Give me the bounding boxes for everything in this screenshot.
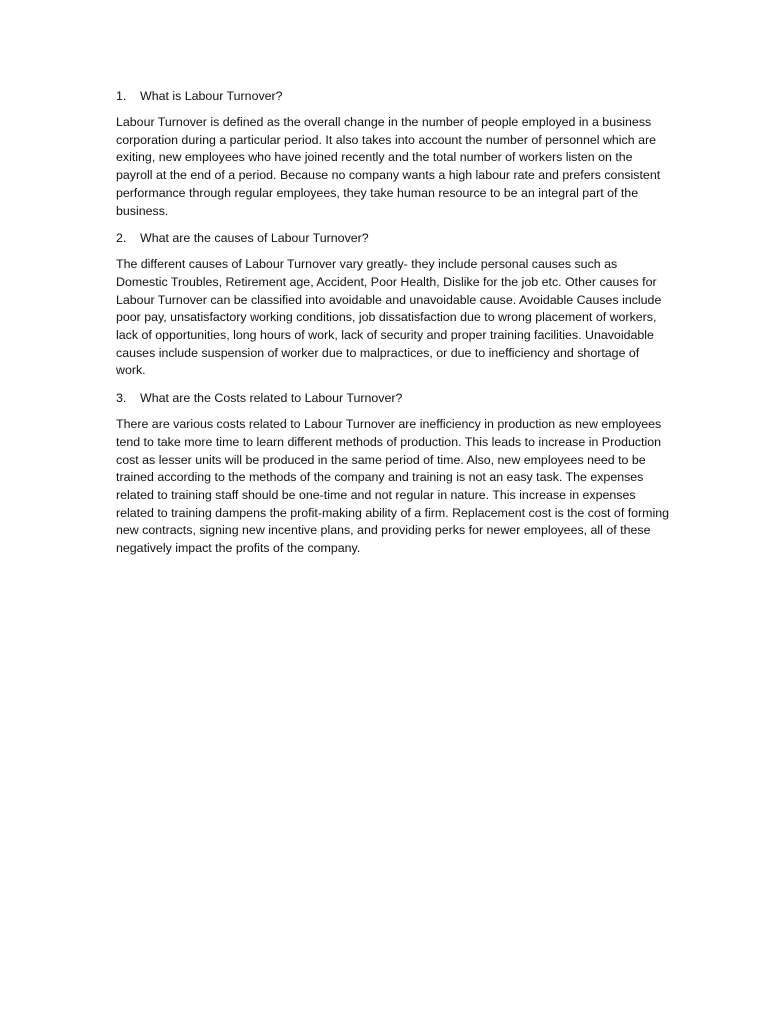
question-number: 1. [116,89,127,103]
question-text: What are the Costs related to Labour Turnover? [140,391,403,406]
question-text: What are the causes of Labour Turnover? [140,231,369,246]
document-body [116,87,672,567]
answer-paragraph-1: Labour Turnover is defined as the overall change in the number of people employed in a business corporation during a particular period. It also takes into account the number of personnel which are exiting, new employees who have joined recently and the total number of workers listen on the payroll at the end of a period. Because no company wants a high labour rate and prefers consistent performance through regular employees, they take human resource to be an integral part of the business. [116,115,661,218]
answer-paragraph-3: There are various costs related to Labour Turnover are inefficiency in production as new employees tend to take more time to learn different methods of production. This leads to increase in Production cost as lesser units will be produced in the same period of time. Also, new employees need to be trained according to the methods of the company and training is not an easy task. The expenses related to training staff should be one-time and not regular in nature. This increase in expenses related to training dampens the profit-making ability of a firm. Replacement cost is the cost of forming new contracts, signing new incentive plans, and providing perks for newer employees, all of these negatively impact the profits of the company. [116,417,670,556]
answer-paragraph-2: The different causes of Labour Turnover vary greatly- they include personal causes such as Domestic Troubles, Retirement age, Accident, Poor Health, Dislike for the job etc. Other causes for Labour Turnover can be classified into avoidable and unavoidable cause. Avoidable Causes include poor pay, unsatisfactory working conditions, job dissatisfaction due to wrong placement of workers, lack of opportunities, long hours of work, lack of security and proper training facilities. Unavoidable causes include suspension of worker due to malpractices, or due to inefficiency and shortage of work. [116,257,662,378]
question-heading-2 [116,229,672,247]
question-number: 2. [116,231,127,246]
question-text: What is Labour Turnover? [140,89,283,103]
question-heading-3 [116,389,672,407]
question-heading-1 [116,87,672,105]
question-number: 3. [116,391,127,406]
